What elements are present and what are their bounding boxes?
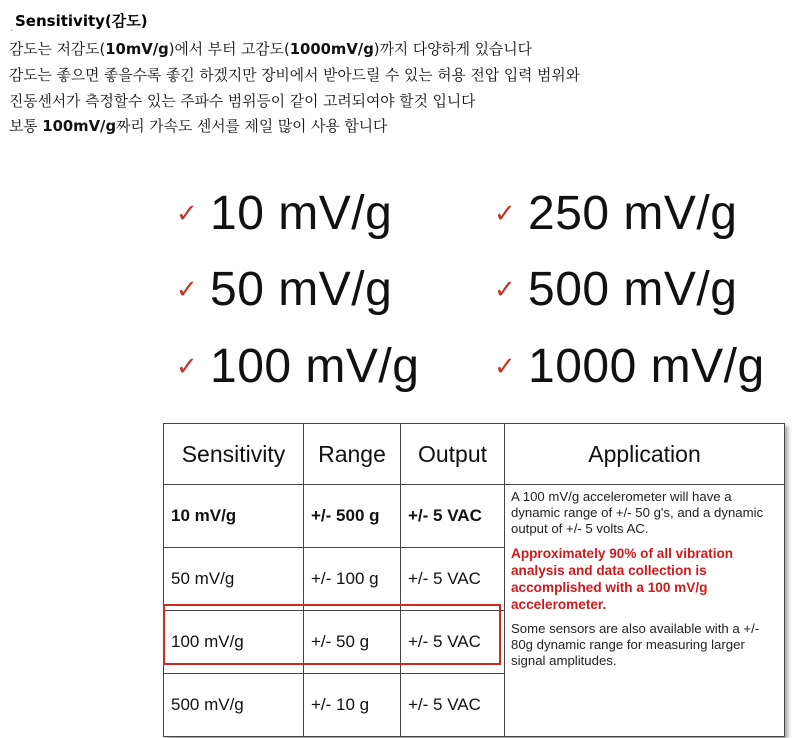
bullet-dot: . — [10, 23, 14, 34]
text-line-3: 진동센서가 측정할수 있는 주파수 범위등이 같이 고려되여야 할것 입니다 — [9, 93, 476, 110]
application-note-highlight: Approximately 90% of all vibration analysis and data collection is accomplished with a 100 mV/g accelerometer. — [511, 546, 734, 612]
cell-output: +/- 5 VAC — [401, 548, 505, 611]
cell-output: +/- 5 VAC — [401, 611, 505, 674]
cell-sensitivity: 50 mV/g — [164, 548, 304, 611]
header-output: Output — [401, 424, 505, 485]
check-icon: ✓ — [494, 274, 516, 305]
text-line-4: 보통 100mV/g짜리 가속도 센서를 제일 많이 사용 합니다 — [9, 118, 388, 135]
check-icon: ✓ — [494, 198, 516, 229]
check-icon: ✓ — [494, 351, 516, 382]
sensitivity-item-100: ✓ 100 mV/g — [176, 340, 420, 393]
text-line-2: 감도는 좋으면 좋을수록 좋긴 하겠지만 장비에서 받아드릴 수 있는 허용 전압 입력 범위와 — [9, 67, 581, 84]
header-sensitivity: Sensitivity — [164, 424, 304, 485]
sensitivity-item-50: ✓ 50 mV/g — [176, 263, 393, 316]
sensitivity-item-1000: ✓ 1000 mV/g — [494, 340, 765, 393]
cell-range: +/- 100 g — [304, 548, 401, 611]
sensitivity-item-500: ✓ 500 mV/g — [494, 263, 738, 316]
check-icon: ✓ — [176, 351, 198, 382]
text-line-1: 감도는 저감도(10mV/g)에서 부터 고감도(1000mV/g)까지 다양하게 있습니다 — [9, 41, 532, 58]
application-note-1: A 100 mV/g accelerometer will have a dynamic range of +/- 50 g's, and a dynamic output of +/- 5 volts AC. — [511, 489, 764, 536]
header-range: Range — [304, 424, 401, 485]
cell-output: +/- 5 VAC — [401, 485, 505, 548]
cell-range: +/- 500 g — [304, 485, 401, 548]
sensitivity-item-250: ✓ 250 mV/g — [494, 187, 738, 240]
application-cell — [505, 485, 785, 737]
sensitivity-table — [163, 423, 785, 737]
check-icon: ✓ — [176, 198, 198, 229]
application-note-3: Some sensors are also available with a +/- 80g dynamic range for measuring larger signal amplitudes. — [511, 621, 760, 668]
cell-sensitivity: 10 mV/g — [164, 485, 304, 548]
table-row — [164, 485, 785, 548]
cell-output: +/- 5 VAC — [401, 674, 505, 737]
check-icon: ✓ — [176, 274, 198, 305]
cell-range: +/- 10 g — [304, 674, 401, 737]
cell-sensitivity: 500 mV/g — [164, 674, 304, 737]
cell-sensitivity: 100 mV/g — [164, 611, 304, 674]
section-title: Sensitivity(감도) — [15, 12, 148, 30]
sensitivity-item-10: ✓ 10 mV/g — [176, 187, 393, 240]
cell-range: +/- 50 g — [304, 611, 401, 674]
header-application: Application — [505, 424, 785, 485]
table-header-row — [164, 424, 785, 485]
